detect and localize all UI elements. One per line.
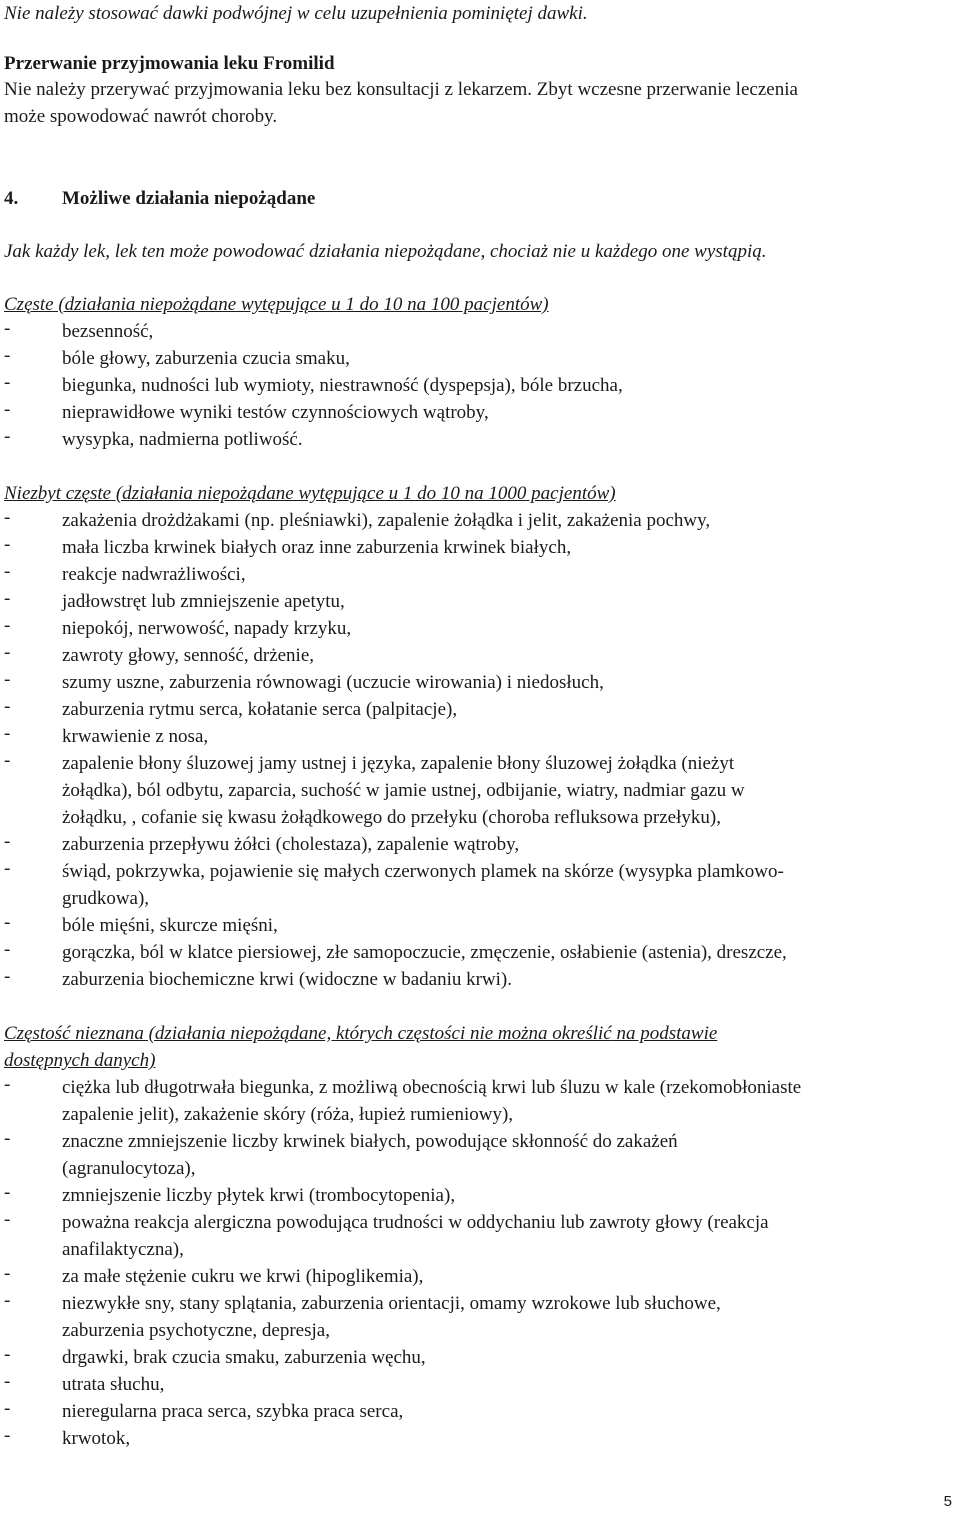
list-item [4, 1398, 956, 1425]
list-item [4, 318, 956, 345]
list-item-text: zaburzenia przepływu żółci (cholestaza), zapalenie wątroby, [62, 834, 520, 855]
list-item [4, 831, 956, 858]
frequency-description: (działania niepożądane wytępujące u 1 do 10 na 100 pacjentów) [53, 294, 549, 315]
list-dash: - [4, 723, 11, 744]
list-item [4, 858, 956, 912]
list-item [4, 1344, 956, 1371]
list-item [4, 1182, 956, 1209]
list-dash: - [4, 750, 11, 771]
list-item [4, 642, 956, 669]
list-item [4, 966, 956, 993]
list-item-continuation: żołądku, , cofanie się kwasu żołądkowego do przełyku (choroba refluksowa przełyku), [62, 807, 721, 828]
list-item-text: ciężka lub długotrwała biegunka, z możliwą obecnością krwi lub śluzu w kale (rzekomobłoniaste [62, 1077, 802, 1098]
list-dash: - [4, 1398, 11, 1419]
list-item-text: nieprawidłowe wyniki testów czynnościowych wątroby, [62, 402, 489, 423]
list-dash: - [4, 1425, 11, 1446]
list-dash: - [4, 588, 11, 609]
list-item-text: niepokój, nerwowość, napady krzyku, [62, 618, 352, 639]
list-item-continuation: zaburzenia psychotyczne, depresja, [62, 1320, 330, 1341]
list-item-continuation: zapalenie jelit), zakażenie skóry (róża, łupież rumieniowy), [62, 1104, 514, 1125]
list-dash: - [4, 939, 11, 960]
uncommon-heading [4, 480, 616, 507]
list-item-continuation: grudkowa), [62, 888, 150, 909]
list-item-text: mała liczba krwinek białych oraz inne zaburzenia krwinek białych, [62, 537, 572, 558]
stopping-text-line-2: może spowodować nawrót choroby. [4, 106, 278, 127]
list-item-text: krwawienie z nosa, [62, 726, 209, 747]
list-item-text: drgawki, brak czucia smaku, zaburzenia węchu, [62, 1347, 426, 1368]
stopping-heading: Przerwanie przyjmowania leku Fromilid [4, 53, 335, 74]
list-item-text: poważna reakcja alergiczna powodująca trudności w oddychaniu lub zawroty głowy (reakcja [62, 1212, 769, 1233]
list-item-continuation: anafilaktyczna), [62, 1239, 184, 1260]
list-item-text: świąd, pokrzywka, pojawienie się małych czerwonych plamek na skórze (wysypka plamkowo- [62, 861, 784, 882]
list-item-text: reakcje nadwrażliwości, [62, 564, 246, 585]
list-item-text: bóle głowy, zaburzenia czucia smaku, [62, 348, 350, 369]
list-dash: - [4, 426, 11, 447]
list-item [4, 1290, 956, 1344]
list-dash: - [4, 966, 11, 987]
frequency-description: (działania niepożądane wytępujące u 1 do 10 na 1000 pacjentów) [111, 483, 616, 504]
list-dash: - [4, 1209, 11, 1230]
unknown-heading-line-2: dostępnych danych) [4, 1050, 156, 1071]
section-number: 4. [4, 188, 19, 209]
list-item [4, 669, 956, 696]
list-dash: - [4, 399, 11, 420]
list-item-text: bezsenność, [62, 321, 154, 342]
list-item-text: zmniejszenie liczby płytek krwi (trombocytopenia), [62, 1185, 456, 1206]
page-number: 5 [943, 1493, 952, 1510]
list-item [4, 1371, 956, 1398]
unknown-heading [4, 1020, 717, 1047]
list-item [4, 696, 956, 723]
list-dash: - [4, 507, 11, 528]
list-dash: - [4, 696, 11, 717]
list-dash: - [4, 318, 11, 339]
list-item [4, 588, 956, 615]
list-item-text: niezwykłe sny, stany splątania, zaburzenia orientacji, omamy wzrokowe lub słuchowe, [62, 1293, 721, 1314]
list-item [4, 912, 956, 939]
list-dash: - [4, 561, 11, 582]
section-4-heading [4, 185, 315, 212]
list-dash: - [4, 615, 11, 636]
list-item [4, 426, 956, 453]
list-item-text: szumy uszne, zaburzenia równowagi (uczucie wirowania) i niedosłuch, [62, 672, 604, 693]
list-dash: - [4, 1344, 11, 1365]
list-item-text: zawroty głowy, senność, drżenie, [62, 645, 315, 666]
list-item [4, 1263, 956, 1290]
list-item-text: gorączka, ból w klatce piersiowej, złe samopoczucie, zmęczenie, osłabienie (astenia), dreszcze, [62, 942, 787, 963]
section-title: Możliwe działania niepożądane [62, 188, 316, 209]
list-dash: - [4, 1263, 11, 1284]
list-item-text: zaburzenia rytmu serca, kołatanie serca (palpitacje), [62, 699, 458, 720]
frequency-description: (działania niepożądane, których częstości nie można określić [143, 1023, 612, 1044]
list-item [4, 1074, 956, 1128]
list-item-text: nieregularna praca serca, szybka praca serca, [62, 1401, 404, 1422]
list-item [4, 723, 956, 750]
list-item-continuation: (agranulocytoza), [62, 1158, 196, 1179]
list-item [4, 1425, 956, 1452]
frequency-label: Częste [4, 294, 54, 315]
list-item-text: zapalenie błony śluzowej jamy ustnej i języka, zapalenie błony śluzowej żołądka (nieżyt [62, 753, 735, 774]
list-item [4, 1128, 956, 1182]
list-item-text: utrata słuchu, [62, 1374, 165, 1395]
list-item [4, 615, 956, 642]
list-item-text: bóle mięśni, skurcze mięśni, [62, 915, 278, 936]
list-item-text: za małe stężenie cukru we krwi (hipoglikemia), [62, 1266, 424, 1287]
list-item-text: zakażenia drożdżakami (np. pleśniawki), zapalenie żołądka i jelit, zakażenia pochwy, [62, 510, 711, 531]
list-item [4, 345, 956, 372]
list-dash: - [4, 372, 11, 393]
list-item-text: wysypka, nadmierna potliwość. [62, 429, 303, 450]
list-item [4, 1209, 956, 1263]
list-item [4, 939, 956, 966]
list-dash: - [4, 1074, 11, 1095]
section-4-intro: Jak każdy lek, lek ten może powodować działania niepożądane, chociaż nie u każdego one wystąpią. [4, 241, 767, 262]
missed-dose-note: Nie należy stosować dawki podwójnej w celu uzupełnienia pominiętej dawki. [4, 3, 588, 24]
frequency-label: Częstość nieznana [4, 1023, 144, 1044]
list-dash: - [4, 345, 11, 366]
list-dash: - [4, 642, 11, 663]
list-item [4, 750, 956, 831]
list-item [4, 534, 956, 561]
list-dash: - [4, 1290, 11, 1311]
stopping-text-line-1: Nie należy przerywać przyjmowania leku bez konsultacji z lekarzem. Zbyt wczesne przerwanie leczenia [4, 79, 798, 100]
frequency-description-cont: na podstawie [611, 1023, 718, 1044]
list-dash: - [4, 669, 11, 690]
list-item-continuation: żołądka), ból odbytu, zaparcia, suchość w jamie ustnej, odbijanie, wiatry, nadmiar gazu w [62, 780, 745, 801]
list-item [4, 561, 956, 588]
list-dash: - [4, 831, 11, 852]
list-dash: - [4, 912, 11, 933]
common-heading [4, 291, 549, 318]
list-item [4, 399, 956, 426]
list-item-text: zaburzenia biochemiczne krwi (widoczne w badaniu krwi). [62, 969, 512, 990]
list-dash: - [4, 1371, 11, 1392]
list-dash: - [4, 1182, 11, 1203]
frequency-label: Niezbyt częste [4, 483, 112, 504]
list-item-text: jadłowstręt lub zmniejszenie apetytu, [62, 591, 345, 612]
list-dash: - [4, 858, 11, 879]
list-dash: - [4, 534, 11, 555]
list-item-text: krwotok, [62, 1428, 131, 1449]
list-dash: - [4, 1128, 11, 1149]
list-item-text: znaczne zmniejszenie liczby krwinek białych, powodujące skłonność do zakażeń [62, 1131, 678, 1152]
list-item-text: biegunka, nudności lub wymioty, niestrawność (dyspepsja), bóle brzucha, [62, 375, 623, 396]
list-item [4, 372, 956, 399]
list-item [4, 507, 956, 534]
